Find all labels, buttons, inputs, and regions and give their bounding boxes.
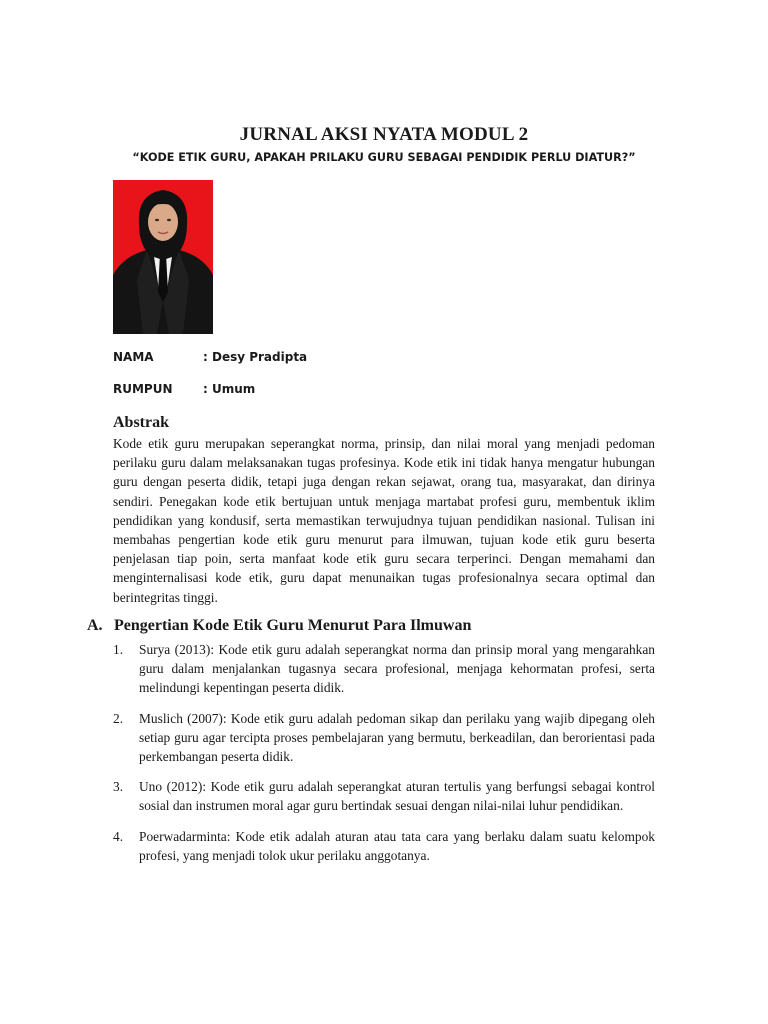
list-text: Muslich (2007): Kode etik guru adalah pedoman sikap dan perilaku yang wajib dipegang oleh setiap guru agar tercipta proses pembelajaran yang bermutu, berkeadilan, dan berorientasi pada perkembangan peserta didik. <box>139 710 655 765</box>
document-subtitle: “KODE ETIK GURU, APAKAH PRILAKU GURU SEBAGAI PENDIDIK PERLU DIATUR?” <box>132 151 636 164</box>
abstract-heading: Abstrak <box>113 414 170 431</box>
section-title: Pengertian Kode Etik Guru Menurut Para Ilmuwan <box>114 617 472 634</box>
portrait-photo <box>113 180 213 334</box>
list-text: Uno (2012): Kode etik guru adalah seperangkat aturan tertulis yang berfungsi sebagai kontrol sosial dan instrumen moral agar guru bertindak sesuai dengan nilai-nilai luhur pendidikan. <box>139 779 655 814</box>
list-item <box>113 827 655 865</box>
list-text: Poerwadarminta: Kode etik adalah aturan atau tata cara yang berlaku dalam suatu kelompok profesi, yang menjadi tolok ukur perilaku anggotanya. <box>139 828 655 863</box>
list-item <box>113 640 655 698</box>
list-item <box>113 709 655 767</box>
list-number: 1. <box>113 642 124 657</box>
rumpun-value: : Umum <box>203 382 256 396</box>
name-value: : Desy Pradipta <box>203 350 308 364</box>
name-label: NAMA <box>113 350 154 364</box>
section-letter: A. <box>87 617 103 634</box>
document-title: JURNAL AKSI NYATA MODUL 2 <box>239 124 529 145</box>
list-text: Surya (2013): Kode etik guru adalah seperangkat norma dan prinsip moral yang mengarahkan guru dalam menjalankan tugasnya secara profesional, menjaga kehormatan profesi, serta melindungi kepentingan peserta didik. <box>139 642 655 696</box>
definitions-list <box>113 640 655 876</box>
list-number: 2. <box>113 710 124 726</box>
list-number: 4. <box>113 828 124 844</box>
rumpun-label: RUMPUN <box>113 382 173 396</box>
list-number: 3. <box>113 779 124 795</box>
section-a-heading <box>87 617 471 635</box>
abstract-text: Kode etik guru merupakan seperangkat norma, prinsip, dan nilai moral yang menjadi pedoman perilaku guru dalam melaksanakan tugas profesinya. Kode etik ini tidak hanya mengatur hubungan guru dengan peserta didik, tetapi juga dengan rekan sejawat, orang tua, masyarakat, dan dirinya sendiri. Penegakan kode etik bertujuan untuk menjaga martabat profesi guru, membentuk iklim pendidikan yang kondusif, serta memastikan terwujudnya tujuan pendidikan nasional. Tulisan ini membahas pengertian kode etik guru menurut para ilmuwan, tujuan kode etik guru beserta penjelasan tiap poin, serta manfaat kode etik guru secara terperinci. Dengan memahami dan menginternalisasi kode etik, guru dapat menunaikan tugas profesionalnya secara optimal dan berintegritas tinggi. <box>113 436 655 605</box>
list-item <box>113 777 655 815</box>
